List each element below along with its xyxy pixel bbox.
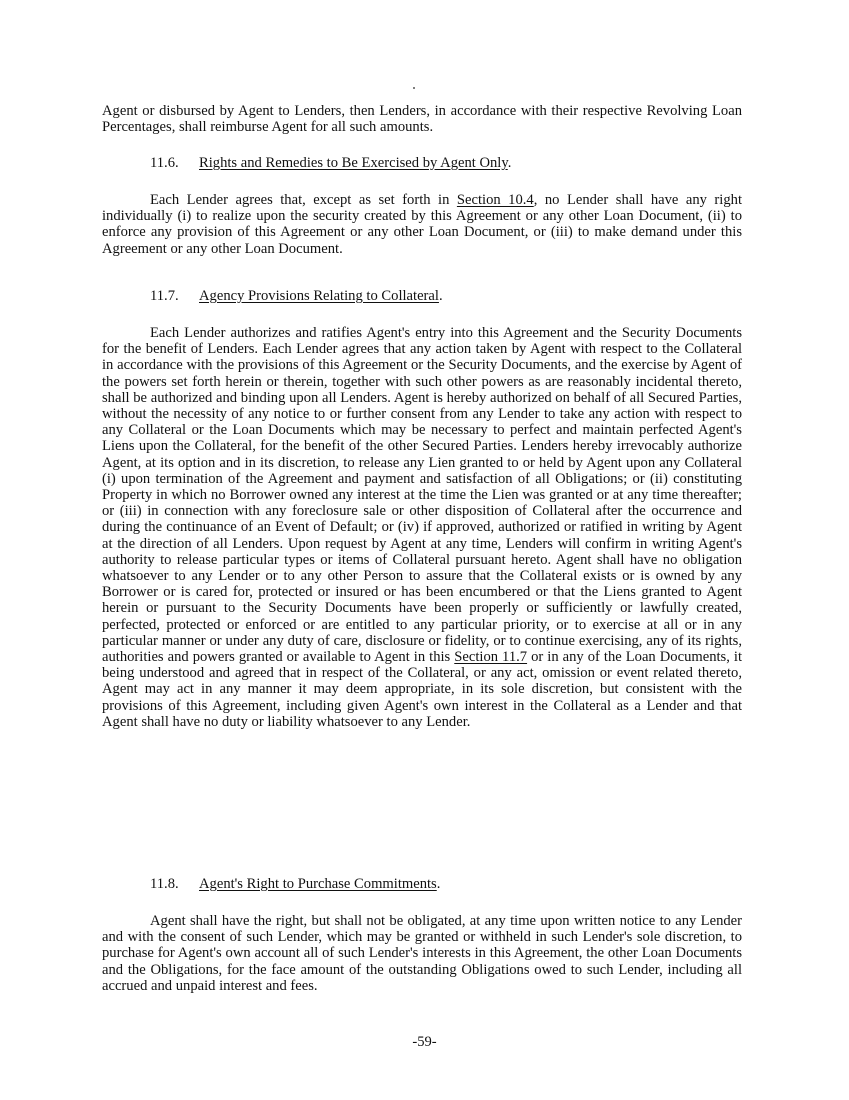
section-11-7-body	[102, 325, 742, 730]
text-run: , no Lender shall have any right individually (i) to realize upon the security created by this Agreement or any other Loan Document, (ii) to enforce any provision of this Agreement or any other Loan Document, or (iii) to make demand under this Agreement or any other Loan Document.	[102, 192, 742, 257]
scan-dot	[413, 87, 415, 89]
paragraph-text: Agent shall have the right, but shall not be obligated, at any time upon written notice to any Lender and with the consent of such Lender, which may be granted or withheld in such Lender's sole discretion, to purchase for Agent's own account all of such Lender's interests in this Agreement, the other Loan Documents and the Obligations, for the face amount of the outstanding Obligations owed to such Lender, including all accrued and unpaid interest and fees.	[102, 913, 742, 994]
cross-reference-link[interactable]: Section 10.4	[456, 192, 534, 208]
section-number: 11.7.	[150, 288, 179, 304]
section-title-period: .	[438, 288, 443, 304]
section-number: 11.8.	[150, 876, 179, 892]
text-run: Each Lender agrees that, except as set forth in	[150, 192, 457, 208]
text-run: Each Lender authorizes and ratifies Agent's entry into this Agreement and the Security Documents for the benefit of Lenders. Each Lender agrees that any action taken by Agent with respect to the Collateral in accordance with the provisions of this Agreement or the Security Documents, and the exercise by Agent of the powers set forth herein or therein, together with such other powers as are reasonably incidental thereto, shall be authorized and binding upon all Lenders. Agent is hereby authorized on behalf of all Secured Parties, without the necessity of any notice to or further consent from any Lender to take any action with respect to any Collateral or the Loan Documents which may be necessary to perfect and maintain perfected Agent's Liens upon the Collateral, for the benefit of the other Secured Parties. Lenders hereby irrevocably authorize Agent, at its option and in its discretion, to release any Lien granted to or held by Agent upon any Collateral (i) upon termination of the Agreement and payment and satisfaction of all Obligations; or (ii) constituting Property in which no Borrower owned any interest at the time the Lien was granted or at any time thereafter; or (iii) in connection with any foreclosure sale or other disposition of Collateral after the occurrence and during the continuance of an Event of Default; or (iv) if approved, authorized or ratified in writing by Agent at the direction of all Lenders. Upon request by Agent at any time, Lenders will confirm in writing Agent's authority to release particular types or items of Collateral pursuant hereto. Agent shall have no obligation whatsoever to any Lender or to any other Person to assure that the Collateral exists or is owned by any Borrower or is cared for, protected or insured or has been encumbered or that the Liens granted to Agent herein or pursuant to the Security Documents have been properly or sufficiently or lawfully created, perfected, protected or enforced or are entitled to any particular priority, or to exercise at all or in any particular manner or under any duty of care, disclosure or fidelity, or to continue exercising, any of its rights, authorities and powers granted or available to Agent in this	[102, 325, 742, 666]
section-number: 11.6.	[150, 155, 179, 171]
paragraph-text	[102, 325, 742, 730]
section-title: Agency Provisions Relating to Collateral	[199, 288, 439, 304]
section-11-8-body	[102, 913, 742, 994]
section-title-period: .	[436, 876, 441, 892]
section-heading-11-7	[150, 288, 443, 304]
text-run: or in any of the Loan Documents, it being understood and agreed that in respect of the Collateral, or any act, omission or event related thereto, Agent may act in any manner it may deem appropriate, in its sole discretion, but consistent with the provisions of this Agreement, including given Agent's own interest in the Collateral as a Lender and that Agent shall have no duty or liability whatsoever to any Lender.	[102, 649, 743, 730]
page-number: -59-	[412, 1034, 437, 1050]
section-title: Rights and Remedies to Be Exercised by Agent Only	[199, 155, 508, 171]
section-title-period: .	[507, 155, 512, 171]
paragraph-text	[102, 192, 742, 257]
section-title: Agent's Right to Purchase Commitments	[199, 876, 437, 892]
section-heading-11-6	[150, 155, 511, 171]
section-11-6-body	[102, 192, 742, 257]
paragraph-continuation	[102, 103, 742, 135]
paragraph-text: Agent or disbursed by Agent to Lenders, then Lenders, in accordance with their respective Revolving Loan Percentages, shall reimburse Agent for all such amounts.	[102, 103, 742, 136]
cross-reference-link[interactable]: Section 11.7	[454, 649, 528, 666]
section-heading-11-8	[150, 876, 440, 892]
